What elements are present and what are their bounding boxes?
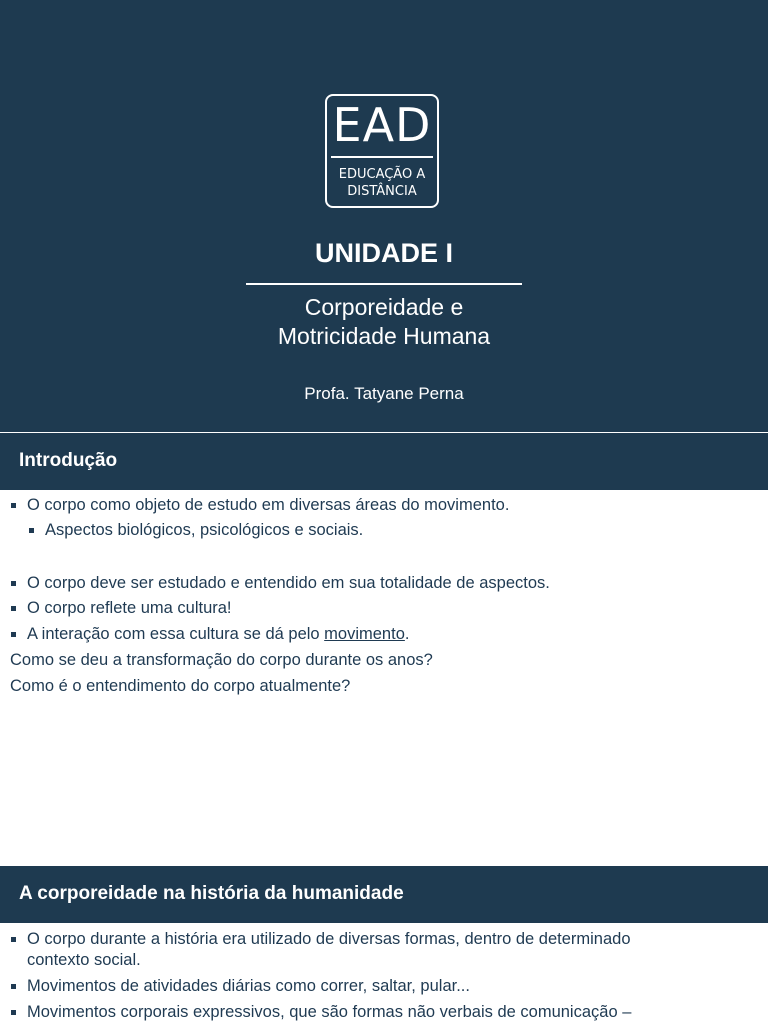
logo-divider	[331, 156, 433, 158]
movimento-link[interactable]: movimento	[324, 625, 405, 643]
logo-subtitle-line2: DISTÂNCIA	[347, 184, 417, 199]
intro-question-2: Como é o entendimento do corpo atualmente?	[10, 677, 351, 695]
course-title-line1: Corporeidade e	[304, 294, 464, 320]
bullet-icon	[11, 937, 16, 942]
intro-bullet-2: O corpo deve ser estudado e entendido em sua totalidade de aspectos.	[27, 574, 550, 592]
title-divider	[246, 283, 522, 285]
ead-logo	[325, 94, 439, 208]
logo-main-text: EAD	[332, 98, 432, 152]
intro-header-bar	[0, 433, 768, 490]
intro-question-1: Como se deu a transformação do corpo durante os anos?	[10, 651, 433, 669]
intro-bullet-4-text: A interação com essa cultura se dá pelo	[27, 625, 325, 643]
history-bullet-1-line1: O corpo durante a história era utilizado de diversas formas, dentro de determinado	[27, 930, 631, 948]
unit-title: UNIDADE I	[314, 238, 453, 268]
history-content	[0, 923, 768, 1024]
sub-bullet-icon	[29, 528, 34, 533]
bullet-icon	[11, 1010, 16, 1015]
intro-content	[0, 490, 768, 866]
intro-sub-bullet-1: Aspectos biológicos, psicológicos e sociais.	[45, 521, 364, 539]
author-name: Profa. Tatyane Perna	[304, 384, 464, 403]
course-title	[0, 293, 768, 351]
intro-bullet-4-end: .	[404, 625, 410, 643]
cover-slide	[0, 0, 768, 432]
bullet-icon	[11, 581, 16, 586]
intro-title: Introdução	[19, 450, 118, 471]
history-bullet-1-line2: contexto social.	[27, 951, 141, 969]
intro-bullet-1: O corpo como objeto de estudo em diversas áreas do movimento.	[27, 496, 510, 514]
course-title-line2: Motricidade Humana	[277, 323, 491, 349]
intro-bullet-3: O corpo reflete uma cultura!	[27, 599, 232, 617]
logo-subtitle-line1: EDUCAÇÃO A	[338, 167, 426, 182]
history-title: A corporeidade na história da humanidade	[19, 883, 404, 904]
logo-subtitle	[327, 166, 437, 200]
intro-bullet-4	[27, 624, 409, 645]
bullet-icon	[11, 632, 16, 637]
history-bullet-3: Movimentos corporais expressivos, que são formas não verbais de comunicação –	[27, 1003, 632, 1021]
bullet-icon	[11, 503, 16, 508]
history-bullet-2: Movimentos de atividades diárias como correr, saltar, pular...	[27, 977, 470, 995]
bullet-icon	[11, 984, 16, 989]
bullet-icon	[11, 606, 16, 611]
history-header-bar	[0, 866, 768, 923]
